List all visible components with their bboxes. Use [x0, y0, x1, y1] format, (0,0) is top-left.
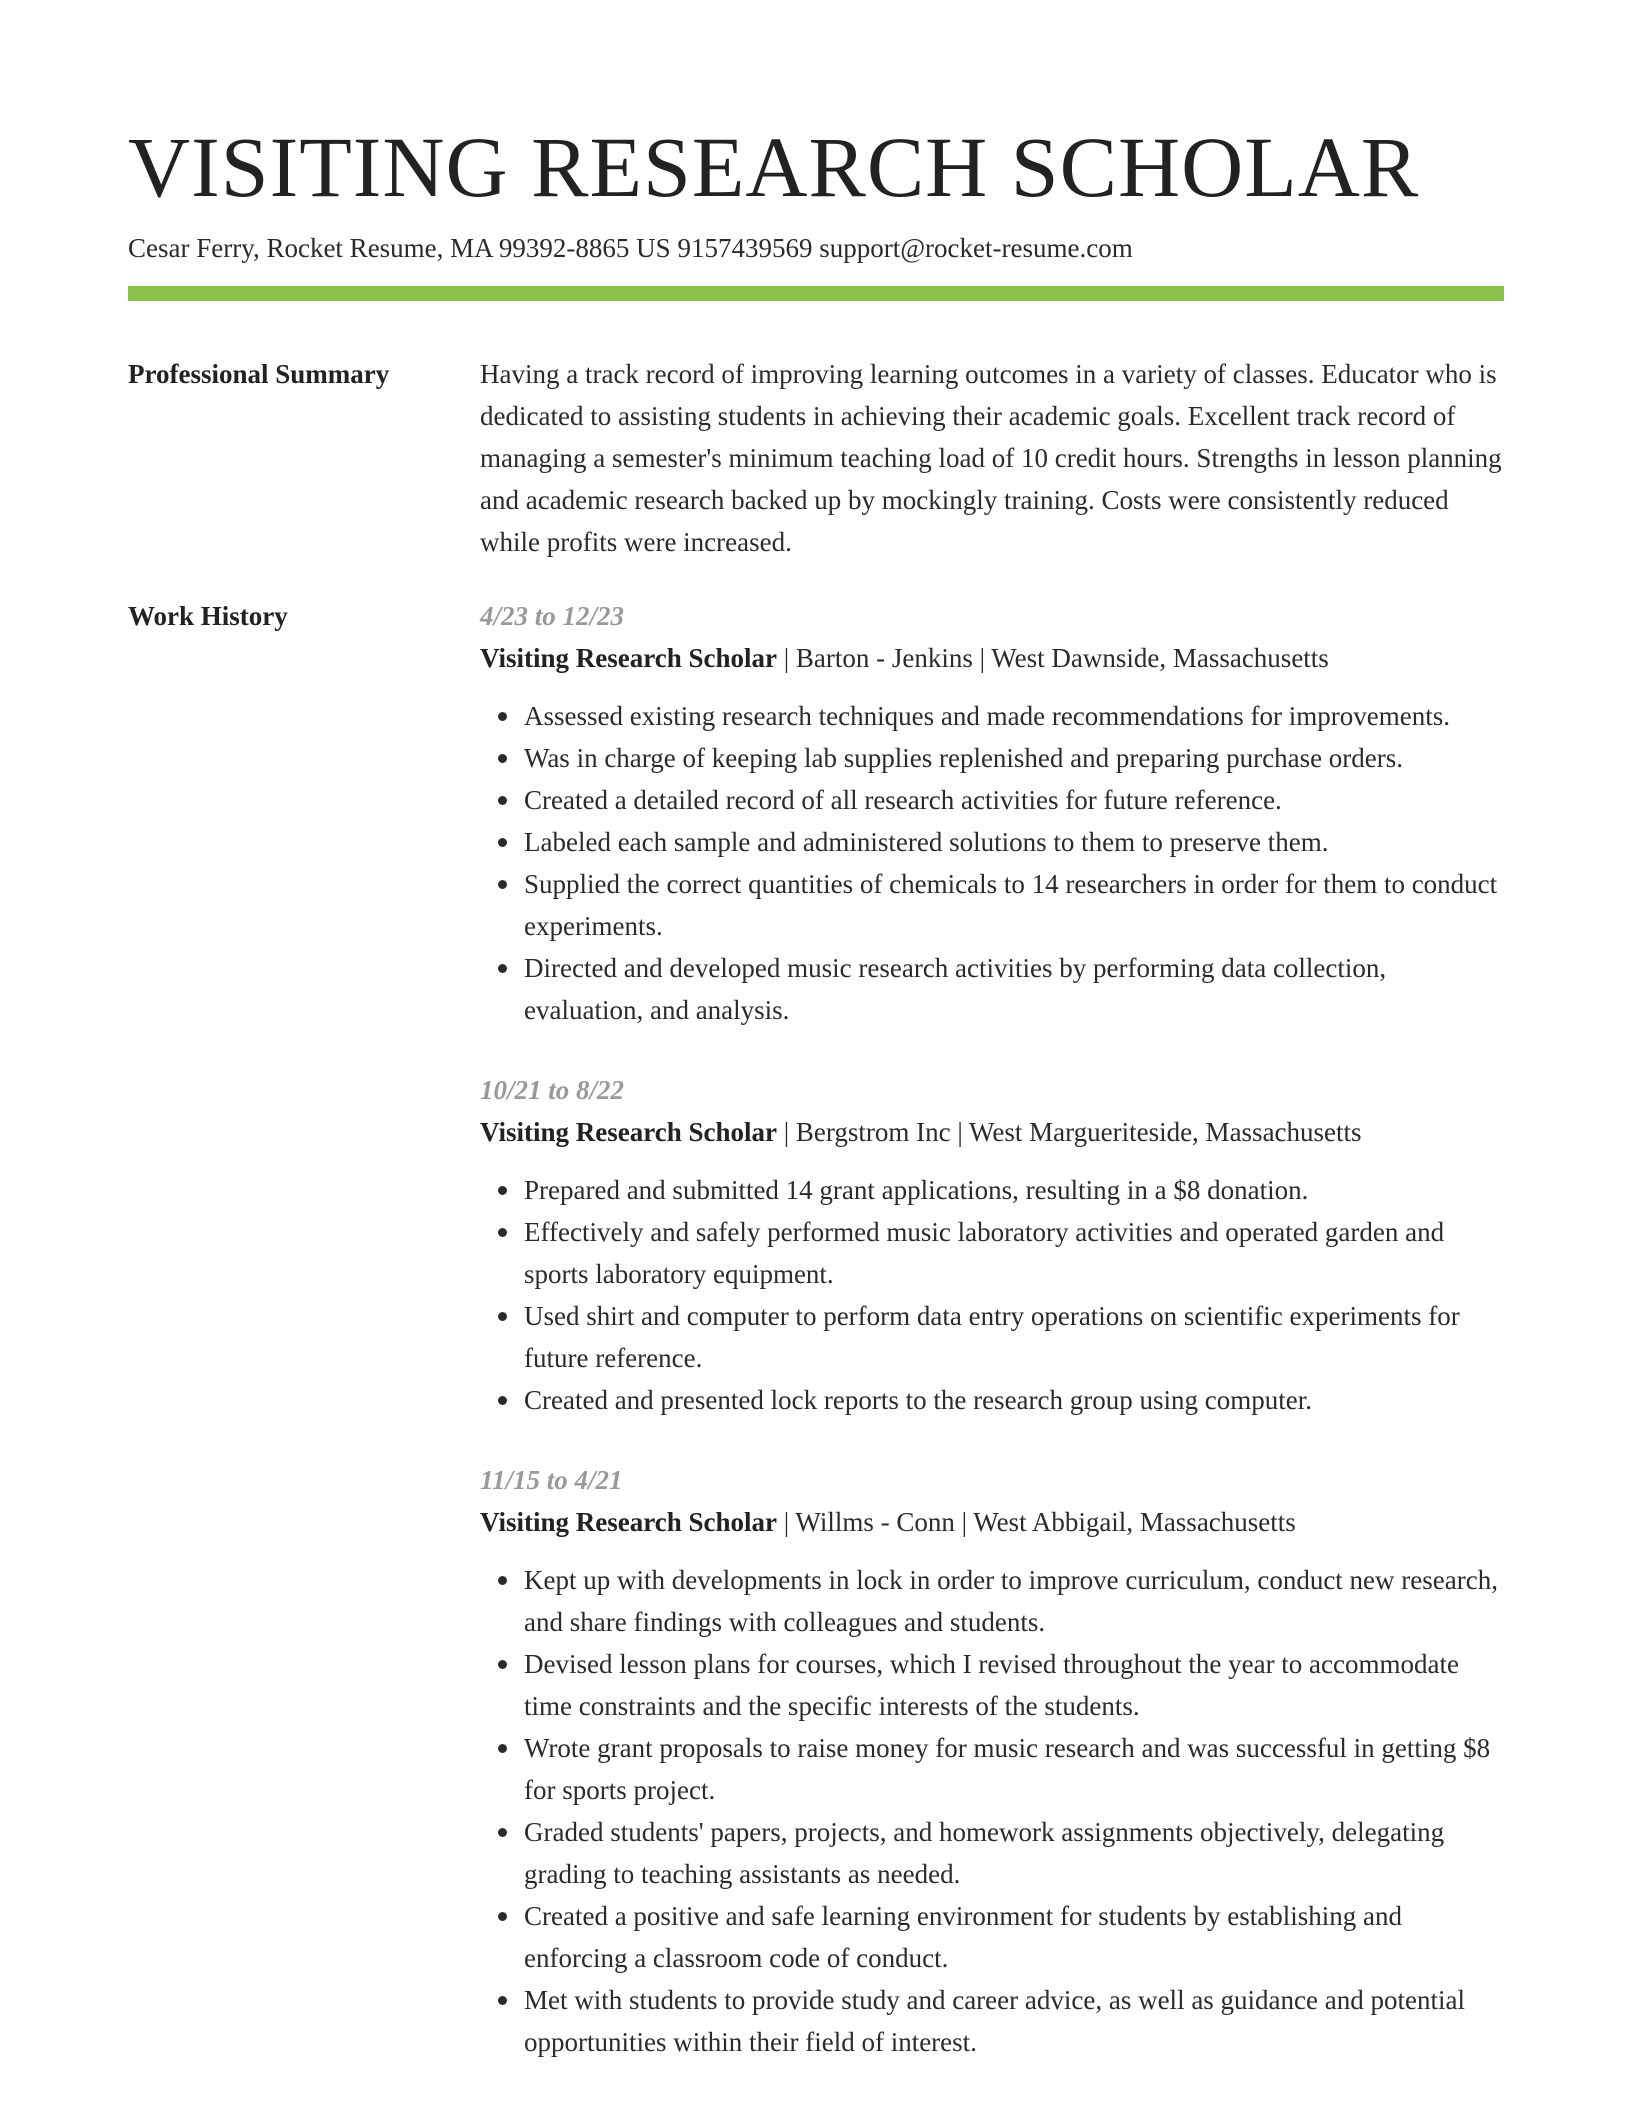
job-bullet: Prepared and submitted 14 grant applications, resulting in a $8 donation.: [524, 1169, 1504, 1211]
job-bullet: Kept up with developments in lock in order to improve curriculum, conduct new research, and share findings with colleagues and students.: [524, 1559, 1504, 1643]
header-divider: [128, 286, 1504, 301]
job-entry: [480, 595, 1504, 1031]
job-heading: [480, 637, 1504, 679]
job-heading: [480, 1501, 1504, 1543]
section-label-summary: Professional Summary: [128, 358, 390, 389]
job-bullet: Was in charge of keeping lab supplies replenished and preparing purchase orders.: [524, 737, 1504, 779]
job-bullet: Directed and developed music research activities by performing data collection, evaluation, and analysis.: [524, 947, 1504, 1031]
job-bullet: Used shirt and computer to perform data entry operations on scientific experiments for future reference.: [524, 1295, 1504, 1379]
job-title: Visiting Research Scholar: [480, 1506, 777, 1537]
job-entry: [480, 1069, 1504, 1421]
job-bullet: Wrote grant proposals to raise money for music research and was successful in getting $8 for sports project.: [524, 1727, 1504, 1811]
job-bullets: [480, 695, 1504, 1031]
job-bullet: Graded students' papers, projects, and homework assignments objectively, delegating grading to teaching assistants as needed.: [524, 1811, 1504, 1895]
job-bullet: Devised lesson plans for courses, which I revised throughout the year to accommodate time constraints and the specific interests of the students.: [524, 1643, 1504, 1727]
resume-page: [128, 120, 1504, 2063]
professional-summary-section: [128, 353, 1504, 563]
work-history-list: [480, 595, 1504, 2063]
job-bullet: Created a detailed record of all research activities for future reference.: [524, 779, 1504, 821]
section-label-work-history: Work History: [128, 600, 288, 631]
job-dates: 4/23 to 12/23: [480, 600, 625, 631]
job-details: | Willms - Conn | West Abbigail, Massachusetts: [777, 1506, 1296, 1537]
job-bullet: Created and presented lock reports to the research group using computer.: [524, 1379, 1504, 1421]
job-bullets: [480, 1169, 1504, 1421]
job-details: | Bergstrom Inc | West Margueriteside, Massachusetts: [777, 1116, 1362, 1147]
job-bullet: Met with students to provide study and career advice, as well as guidance and potential opportunities within their field of interest.: [524, 1979, 1504, 2063]
resume-title: VISITING RESEARCH SCHOLAR: [128, 119, 1420, 215]
job-bullet: Labeled each sample and administered solutions to them to preserve them.: [524, 821, 1504, 863]
work-history-section: [128, 595, 1504, 2063]
job-bullet: Assessed existing research techniques and made recommendations for improvements.: [524, 695, 1504, 737]
job-dates: 10/21 to 8/22: [480, 1074, 625, 1105]
summary-text: Having a track record of improving learning outcomes in a variety of classes. Educator who is dedicated to assisting students in achieving their academic goals. Excellent track record of managing a semester's minimum teaching load of 10 credit hours. Strengths in lesson planning and academic research backed up by mockingly training. Costs were consistently reduced while profits were increased.: [480, 358, 1502, 557]
job-title: Visiting Research Scholar: [480, 642, 777, 673]
job-bullet: Created a positive and safe learning environment for students by establishing and enforcing a classroom code of conduct.: [524, 1895, 1504, 1979]
job-heading: [480, 1111, 1504, 1153]
job-entry: [480, 1459, 1504, 2063]
contact-line: Cesar Ferry, Rocket Resume, MA 99392-8865 US 9157439569 support@rocket-resume.com: [128, 232, 1133, 263]
job-title: Visiting Research Scholar: [480, 1116, 777, 1147]
job-bullet: Effectively and safely performed music laboratory activities and operated garden and sports laboratory equipment.: [524, 1211, 1504, 1295]
job-bullet: Supplied the correct quantities of chemicals to 14 researchers in order for them to conduct experiments.: [524, 863, 1504, 947]
job-bullets: [480, 1559, 1504, 2063]
job-dates: 11/15 to 4/21: [480, 1464, 623, 1495]
job-details: | Barton - Jenkins | West Dawnside, Massachusetts: [777, 642, 1329, 673]
